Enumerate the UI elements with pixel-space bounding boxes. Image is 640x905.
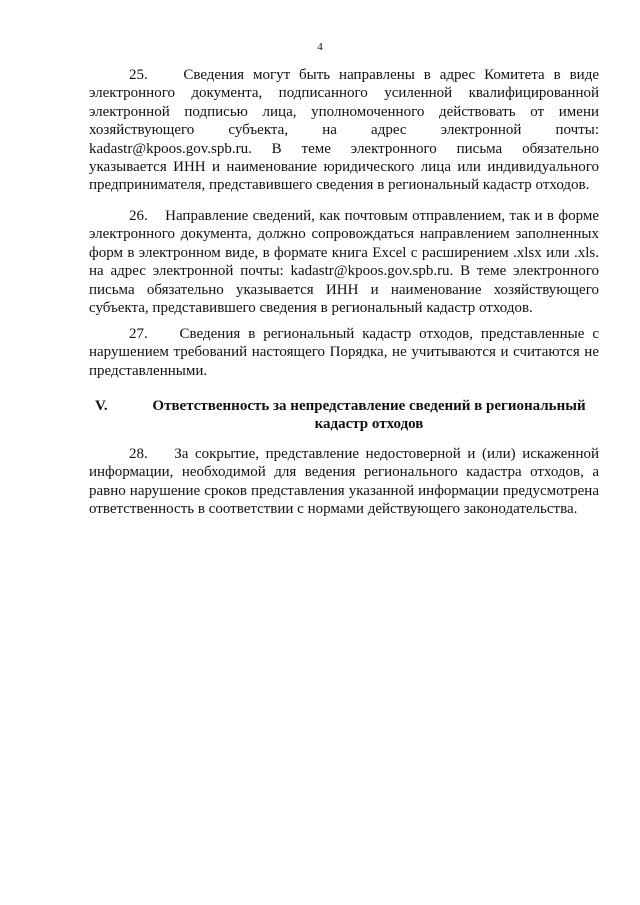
page-number: 4 xyxy=(317,41,323,53)
paragraph-26 xyxy=(89,207,599,317)
paragraph-25 xyxy=(89,66,599,195)
paragraph-text: Сведения в региональный кадастр отходов, представленные с нарушением требований настоящего Порядка, не учитываются и считаются не представленными. xyxy=(89,326,599,379)
paragraph-number: 26. xyxy=(129,208,148,224)
paragraph-number: 25. xyxy=(129,67,148,83)
paragraph-27 xyxy=(89,325,599,380)
section-heading xyxy=(89,397,599,433)
paragraph-number: 28. xyxy=(129,446,148,462)
paragraph-28 xyxy=(89,445,599,519)
paragraph-text: Направление сведений, как почтовым отправлением, так и в форме электронного документа, должно сопровождаться направлением заполненных форм в электронном виде, в формате книга Excel с расширением .xlsx или .xls. на адрес электронной почты: kadastr@kpoos.gov.spb.ru. В теме электронного письма обязательно указывается ИНН и наименование хозяйствующего субъекта, представившего сведения в региональный кадастр отходов. xyxy=(89,208,599,317)
paragraph-number: 27. xyxy=(129,326,148,342)
paragraph-text: За сокрытие, представление недостоверной и (или) искаженной информации, необходимой для ведения регионального кадастра отходов, а равно нарушение сроков представления указанной информации предусмотрена ответственность в соответствии с нормами действующего законодательства. xyxy=(89,446,600,518)
section-title: Ответственность за непредставление сведений в региональный кадастр отходов xyxy=(152,398,586,432)
paragraph-text: Сведения могут быть направлены в адрес Комитета в виде электронного документа, подписанного усиленной квалифицированной электронной подписью лица, уполномоченного действовать от имени хозяйствующего субъекта, на адрес электронной почты: kadastr@kpoos.gov.spb.ru. В теме электронного письма обязательно указывается ИНН и наименование юридического лица или индивидуального предпринимателя, представившего сведения в региональный кадастр отходов. xyxy=(89,67,599,194)
section-number: V. xyxy=(95,398,108,414)
